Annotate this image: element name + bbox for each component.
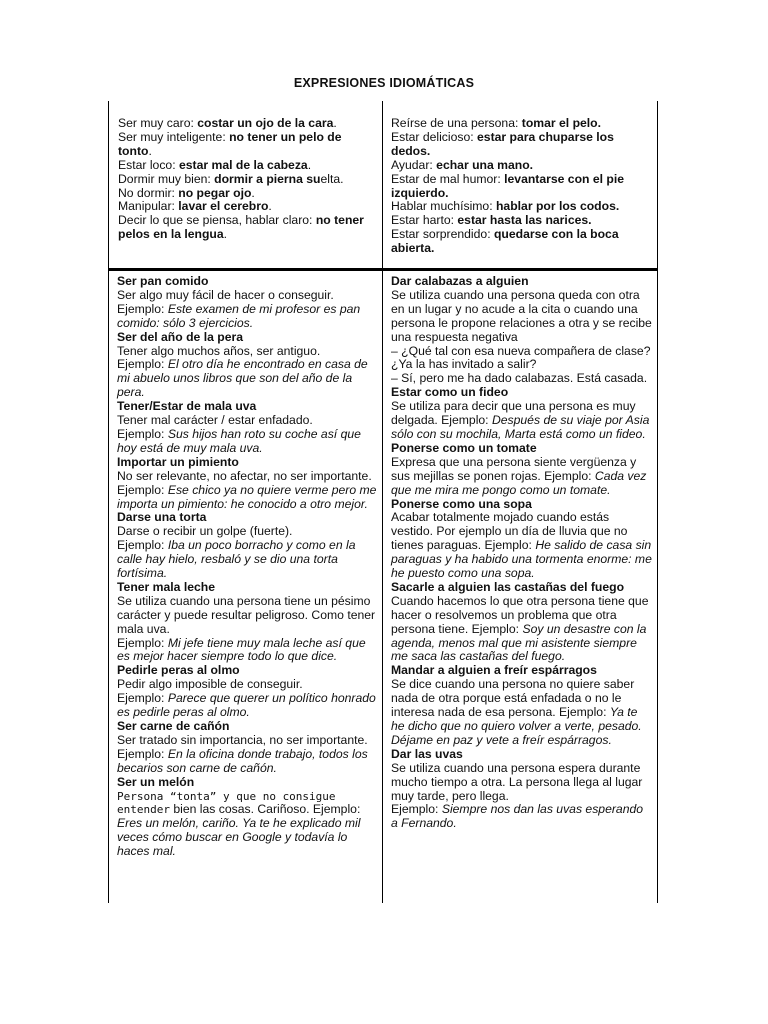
idiom-phrase: tomar el pelo. bbox=[521, 116, 602, 130]
expression-definition: Se utiliza para decir que una persona es muy delgada. Ejemplo: bbox=[391, 399, 636, 428]
definition-line bbox=[118, 214, 376, 242]
example-line bbox=[391, 803, 653, 831]
expression-title: Mandar a alguien a freír espárragos bbox=[391, 663, 597, 678]
expression-body bbox=[117, 525, 377, 581]
definition-meaning: Dormir muy bien: bbox=[118, 171, 215, 186]
idiom-phrase: echar una mano. bbox=[436, 157, 534, 172]
expression-body bbox=[391, 289, 653, 386]
idiom-phrase: estar mal de la cabeza bbox=[178, 157, 308, 172]
expression-body bbox=[391, 456, 653, 498]
example-text: Soy un desastre con la agenda, menos mal que mi asistente siempre me saca las castañas del fuego. bbox=[391, 621, 647, 664]
expression-definition: bien las cosas. Cariñoso. Ejemplo: bbox=[169, 802, 361, 817]
expression-title: Estar como un fideo bbox=[391, 385, 509, 400]
expression-title: Ponerse como un tomate bbox=[391, 440, 537, 455]
top-left-definitions bbox=[118, 117, 376, 242]
expression-body bbox=[117, 678, 377, 720]
definition-line bbox=[391, 173, 649, 201]
definition-tail: elta. bbox=[320, 171, 344, 186]
definition-tail: . bbox=[223, 227, 228, 242]
definition-meaning: Estar delicioso: bbox=[391, 129, 478, 144]
expression-definition: Tener mal carácter / estar enfadado. bbox=[117, 413, 313, 428]
example-text: Parece que querer un político honrado es pedirle peras al olmo. bbox=[117, 691, 376, 720]
example-text: Eres un melón, cariño. Ya te he explicado mil veces cómo buscar en Google y todavía lo haces mal. bbox=[117, 816, 361, 859]
idiom-phrase: costar un ojo de la cara bbox=[197, 116, 334, 130]
expression-definition: Ser algo muy fácil de hacer o conseguir. bbox=[117, 287, 334, 302]
bottom-right-expressions bbox=[391, 275, 653, 831]
example-text: Siempre nos dan las uvas esperando a Fernando. bbox=[391, 802, 644, 831]
bottom-left-expressions bbox=[117, 275, 377, 859]
example-text: Cada vez que me mira me pongo como un tomate. bbox=[391, 468, 647, 497]
idiom-phrase: levantarse con el pie izquierdo. bbox=[391, 171, 625, 200]
example-text: Después de su viaje por Asia sólo con su mochila, Marta está como un fideo. bbox=[391, 413, 650, 441]
example-text: Ese chico ya no quiere verme pero me importa un pimiento: he conocido a otro mejor. bbox=[117, 482, 377, 511]
expression-body bbox=[117, 595, 377, 665]
expression-definition: Expresa que una persona siente vergüenza y sus mejillas se ponen rojas. Ejemplo: bbox=[391, 454, 637, 483]
expression-title: Ser del año de la pera bbox=[117, 329, 243, 344]
example-label: Ejemplo: bbox=[117, 482, 168, 497]
example-text: Sus hijos han roto su coche así que hoy está de muy mala uva. bbox=[117, 426, 361, 455]
example-text: Este examen de mi profesor es pan comido: sólo 3 ejercicios. bbox=[117, 301, 361, 330]
definition-line bbox=[118, 187, 376, 201]
expression-body bbox=[117, 790, 377, 860]
definition-line bbox=[118, 173, 376, 187]
example-label: Ejemplo: bbox=[117, 635, 168, 650]
idiom-phrase: estar hasta las narices. bbox=[457, 213, 592, 228]
definition-line bbox=[391, 228, 649, 256]
expression-title: Dar las uvas bbox=[391, 746, 463, 761]
expression-body bbox=[391, 762, 653, 832]
expression-body bbox=[117, 289, 377, 331]
definition-line bbox=[118, 131, 376, 159]
idiom-phrase: quedarse con la boca abierta. bbox=[391, 227, 619, 256]
definition-tail: . bbox=[307, 157, 312, 172]
example-label: Ejemplo: bbox=[117, 538, 168, 553]
idiom-phrase: no pegar ojo bbox=[178, 185, 252, 200]
expression-definition: Pedir algo imposible de conseguir. bbox=[117, 677, 303, 692]
expression-title: Ser pan comido bbox=[117, 274, 209, 288]
idiom-phrase: dormir a pierna su bbox=[214, 171, 321, 186]
expression-title: Ser un melón bbox=[117, 774, 195, 789]
definition-meaning: Ser muy caro: bbox=[118, 116, 198, 130]
definition-line bbox=[118, 200, 376, 214]
idiom-phrase: estar para chuparse los dedos. bbox=[391, 129, 614, 158]
definition-meaning: Reírse de una persona: bbox=[391, 116, 522, 130]
expression-body bbox=[117, 734, 377, 776]
expression-definition: Se utiliza cuando una persona queda con otra en un lugar y no acude a la cita o cuando una persona le propone relaciones a otra y se recibe una respuesta negativa bbox=[391, 287, 652, 344]
expression-title: Tener/Estar de mala uva bbox=[117, 399, 257, 414]
expression-body bbox=[391, 400, 653, 442]
definition-meaning: Ser muy inteligente: bbox=[118, 129, 230, 144]
idiom-phrase: lavar el cerebro bbox=[178, 199, 269, 214]
expression-title: Tener mala leche bbox=[117, 579, 215, 594]
expression-definition: Se utiliza cuando una persona espera durante mucho tiempo a otra. La persona llega al lugar muy tarde, pero llega. bbox=[391, 760, 643, 803]
definition-meaning: Estar harto: bbox=[391, 213, 458, 228]
definition-line bbox=[118, 159, 376, 173]
example-label: Ejemplo: bbox=[117, 746, 168, 761]
idiom-phrase: no tener pelos en la lengua bbox=[118, 213, 364, 242]
definition-meaning: Hablar muchísimo: bbox=[391, 199, 496, 214]
definition-meaning: Estar loco: bbox=[118, 157, 179, 172]
example-text: Ya te he dicho que no quiero volver a verte, pesado. Déjame en paz y vete a freír espárragos. bbox=[391, 705, 642, 747]
expression-title: Pedirle peras al olmo bbox=[117, 663, 240, 678]
expression-title: Importar un pimiento bbox=[117, 454, 239, 469]
expression-body bbox=[391, 678, 653, 748]
definition-meaning: Ayudar: bbox=[391, 157, 437, 172]
definition-line bbox=[391, 131, 649, 159]
definition-line bbox=[118, 117, 376, 131]
idiom-phrase: hablar por los codos. bbox=[495, 199, 620, 214]
dialogue-line: – Sí, pero me ha dado calabazas. Está casada. bbox=[391, 371, 648, 386]
expression-title: Sacarle a alguien las castañas del fuego bbox=[391, 579, 625, 594]
expression-body bbox=[117, 414, 377, 456]
table-separator bbox=[108, 268, 658, 271]
definition-tail: . bbox=[251, 185, 255, 200]
table-border-right bbox=[657, 101, 658, 903]
page-title: EXPRESIONES IDIOMÁTICAS bbox=[293, 76, 475, 90]
example-label: Ejemplo: bbox=[117, 301, 168, 316]
example-text: Iba un poco borracho y como en la calle hay hielo, resbaló y se dio una torta fortísima. bbox=[117, 538, 356, 581]
definition-tail: . bbox=[268, 199, 272, 214]
expression-definition: Tener algo muchos años, ser antiguo. bbox=[117, 343, 321, 358]
expression-body bbox=[117, 470, 377, 512]
expression-title: Ponerse como una sopa bbox=[391, 496, 532, 511]
expression-body bbox=[391, 511, 653, 581]
expression-definition: Darse o recibir un golpe (fuerte). bbox=[117, 524, 293, 539]
definition-line bbox=[391, 159, 649, 173]
expression-definition: Persona “tonta” y que no consigue entender bbox=[117, 789, 336, 817]
example-label: Ejemplo: bbox=[117, 426, 168, 441]
expression-body bbox=[117, 345, 377, 401]
expression-definition: Acabar totalmente mojado cuando estás vestido. Por ejemplo un día de lluvia que no tienes paraguas. Ejemplo: bbox=[391, 510, 628, 553]
definition-line bbox=[391, 117, 649, 131]
definition-meaning: Estar sorprendido: bbox=[391, 227, 494, 242]
example-text: He salido de casa sin paraguas y ha habido una tormenta enorme: me he puesto como una sopa. bbox=[391, 538, 652, 581]
expression-body bbox=[391, 595, 653, 665]
example-text: El otro día he encontrado en casa de mi abuelo unos libros que son del año de la pera. bbox=[117, 357, 368, 400]
definition-tail: . bbox=[148, 143, 152, 158]
definition-meaning: No dormir: bbox=[118, 185, 179, 200]
dialogue-line: – ¿Qué tal con esa nueva compañera de clase? ¿Ya la has invitado a salir? bbox=[391, 343, 651, 372]
expression-definition: Cuando hacemos lo que otra persona tiene que hacer o resolvemos un problema que otra persona tiene. Ejemplo: bbox=[391, 593, 649, 636]
expression-title: Darse una torta bbox=[117, 510, 207, 525]
definition-line bbox=[391, 214, 649, 228]
example-label: Ejemplo: bbox=[117, 357, 168, 372]
table-border-left bbox=[108, 101, 109, 903]
expression-definition: Ser tratado sin importancia, no ser importante. bbox=[117, 732, 368, 747]
expression-definition: No ser relevante, no afectar, no ser importante. bbox=[117, 468, 372, 483]
example-label: Ejemplo: bbox=[391, 802, 442, 817]
top-right-definitions bbox=[391, 117, 649, 256]
expression-definition: Se dice cuando una persona no quiere saber nada de otra porque está enfadada o no le interesa nada de esa persona. Ejemplo: bbox=[391, 677, 635, 720]
expression-title: Ser carne de cañón bbox=[117, 719, 230, 733]
definition-tail: . bbox=[333, 116, 337, 130]
example-text: Mi jefe tiene muy mala leche así que es mejor hacer siempre todo lo que dice. bbox=[117, 635, 366, 664]
definition-line bbox=[391, 200, 649, 214]
definition-meaning: Estar de mal humor: bbox=[391, 171, 505, 186]
expression-title: Dar calabazas a alguien bbox=[391, 274, 529, 288]
example-text: En la oficina donde trabajo, todos los becarios son carne de cañón. bbox=[117, 746, 368, 775]
definition-meaning: Manipular: bbox=[118, 199, 179, 214]
example-label: Ejemplo: bbox=[117, 691, 168, 706]
table-divider-center bbox=[382, 101, 383, 903]
definition-meaning: Decir lo que se piensa, hablar claro: bbox=[118, 213, 316, 228]
idiom-phrase: no tener un pelo de tonto bbox=[118, 129, 342, 158]
expression-definition: Se utiliza cuando una persona tiene un pésimo carácter y puede resultar peligroso. Como tener mala uva. bbox=[117, 593, 376, 636]
